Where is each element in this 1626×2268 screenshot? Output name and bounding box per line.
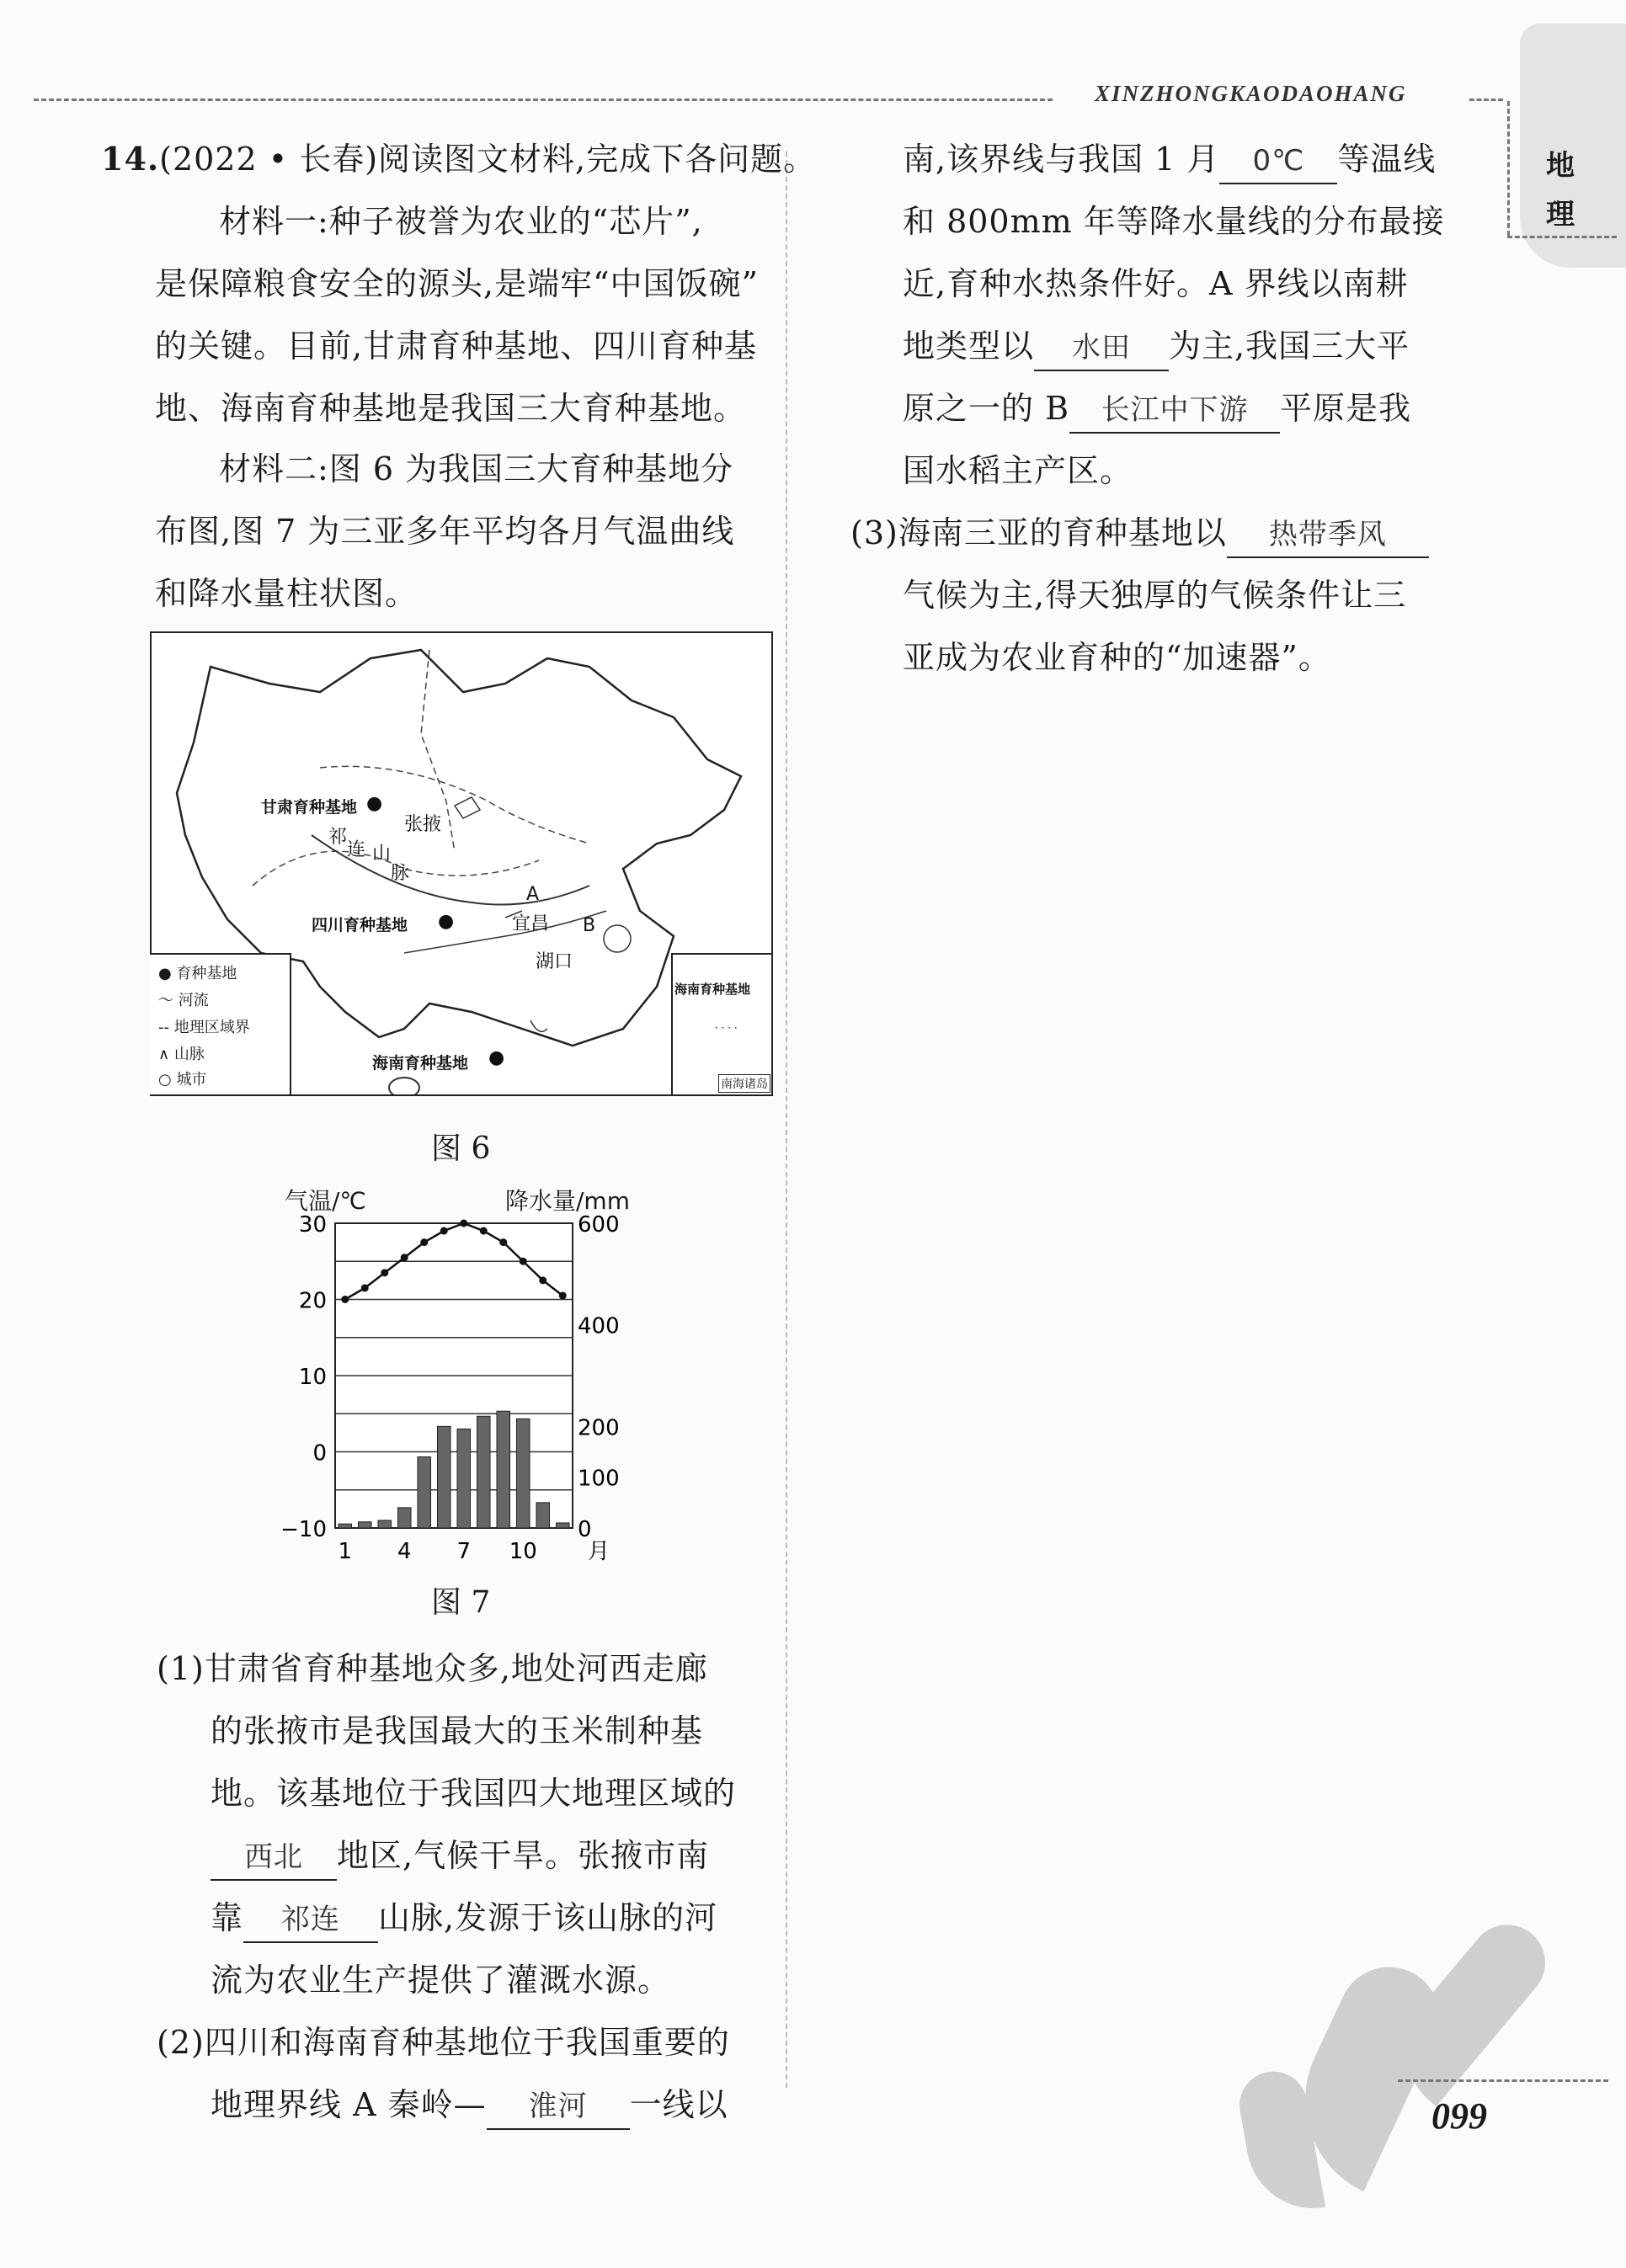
part1-line-4: 西北 地区,气候干旱。张掖市南 bbox=[211, 1824, 709, 1887]
material2-line-2: 布图,图 7 为三亚多年平均各月气温曲线 bbox=[155, 513, 735, 550]
answer-zero-c[interactable]: 0℃ bbox=[1219, 139, 1337, 184]
part2-line-1: (2)四川和海南育种基地位于我国重要的 bbox=[157, 2024, 730, 2061]
temperature-point-2 bbox=[361, 1284, 369, 1291]
part1-line-5: 靠 祁连 山脉,发源于该山脉的河 bbox=[211, 1887, 717, 1949]
islands-dots: · · · · bbox=[715, 1022, 738, 1034]
legend-base: ● 育种基地 bbox=[158, 965, 237, 982]
zhangye-label: 张掖 bbox=[404, 814, 442, 835]
map-caption: 图 6 bbox=[431, 1131, 491, 1166]
right-tick-label: 100 bbox=[578, 1466, 620, 1492]
nanhai-label: 南海诸岛 bbox=[718, 1074, 770, 1093]
subject-char-1: 地 bbox=[1546, 149, 1575, 183]
part3-line-1: (3)海南三亚的育种基地以 热带季风 bbox=[850, 502, 1429, 564]
part3-line-3: 亚成为农业育种的“加速器”。 bbox=[903, 639, 1331, 676]
right-tick-label: 200 bbox=[578, 1415, 620, 1441]
right-tick-label: 600 bbox=[578, 1212, 620, 1238]
legend-mountain: ∧ 山脉 bbox=[158, 1046, 205, 1063]
gansu-base-label: 甘肃育种基地 bbox=[261, 798, 358, 817]
x-unit-label: 月 bbox=[588, 1539, 610, 1564]
precip-bar-12 bbox=[557, 1523, 570, 1528]
answer-qilian[interactable]: 祁连 bbox=[243, 1898, 378, 1943]
left-tick-label: 10 bbox=[298, 1365, 327, 1390]
temperature-point-7 bbox=[460, 1220, 467, 1227]
question-source: (2022 • 长春)阅读图文材料,完成下各问题。 bbox=[159, 141, 817, 178]
right-axis-label: 降水量/mm bbox=[505, 1187, 630, 1215]
precip-bar-9 bbox=[497, 1411, 510, 1528]
material1-line-4: 地、海南育种基地是我国三大育种基地。 bbox=[155, 390, 747, 427]
left-tick-label: 20 bbox=[298, 1288, 327, 1314]
answer-huaihe[interactable]: 淮河 bbox=[487, 2084, 630, 2130]
temperature-point-1 bbox=[341, 1296, 349, 1303]
material1-line-1: 材料一:种子被誉为农业的“芯片”, bbox=[219, 203, 703, 240]
temperature-point-10 bbox=[520, 1258, 527, 1265]
right-tick-label: 0 bbox=[578, 1517, 592, 1542]
part2-right-line-4: 地类型以 水田 为主,我国三大平 bbox=[903, 315, 1410, 377]
climate-chart bbox=[278, 1183, 648, 1570]
x-tick-label: 10 bbox=[509, 1539, 537, 1564]
legend-boundary: -- 地理区域界 bbox=[158, 1019, 250, 1036]
chart-caption: 图 7 bbox=[431, 1585, 491, 1620]
part2-right-line-1: 南,该界线与我国 1 月 0℃ 等温线 bbox=[903, 128, 1436, 190]
precip-bar-4 bbox=[398, 1508, 412, 1528]
precip-bar-8 bbox=[477, 1416, 491, 1528]
legend-city: ○ 城市 bbox=[158, 1071, 207, 1089]
part1-line-1: (1)甘肃省育种基地众多,地处河西走廊 bbox=[157, 1650, 708, 1687]
answer-paddy[interactable]: 水田 bbox=[1034, 326, 1169, 371]
line-a-label: A bbox=[526, 884, 540, 905]
part2-right-line-3: 近,育种水热条件好。A 界线以南耕 bbox=[903, 265, 1409, 302]
left-tick-label: 0 bbox=[312, 1440, 327, 1467]
left-tick-label: −10 bbox=[280, 1517, 327, 1542]
hainan-inset-label: 海南育种基地 bbox=[674, 982, 751, 997]
part2-right-line-2: 和 800mm 年等降水量线的分布最接 bbox=[903, 203, 1445, 240]
left-tick-label: 30 bbox=[298, 1212, 327, 1238]
qilian-label-3: 山 bbox=[372, 844, 392, 865]
hukou-label: 湖口 bbox=[536, 951, 573, 972]
legend-river: 〜 河流 bbox=[158, 992, 209, 1009]
answer-northwest[interactable]: 西北 bbox=[211, 1835, 337, 1881]
qilian-label-2: 连 bbox=[347, 839, 366, 860]
precip-bar-1 bbox=[339, 1524, 352, 1528]
subject-tab-label bbox=[1543, 141, 1577, 239]
tab-dash-vertical bbox=[1507, 101, 1510, 236]
subject-char-2: 理 bbox=[1546, 198, 1575, 232]
gansu-base-icon: ● bbox=[366, 793, 383, 814]
part3-line-2: 气候为主,得天独厚的气候条件让三 bbox=[903, 577, 1407, 614]
chart-svg bbox=[278, 1183, 648, 1570]
yichang-label: 宜昌 bbox=[512, 913, 550, 934]
temperature-point-6 bbox=[440, 1227, 448, 1235]
material1-line-3: 的关键。目前,甘肃育种基地、四川育种基 bbox=[155, 327, 758, 365]
temperature-point-11 bbox=[539, 1276, 546, 1284]
left-axis-label: 气温/℃ bbox=[285, 1187, 366, 1215]
temperature-point-5 bbox=[420, 1238, 428, 1246]
answer-yangtze[interactable]: 长江中下游 bbox=[1069, 388, 1280, 434]
part2-right-line-5: 原之一的 B 长江中下游 平原是我 bbox=[903, 377, 1411, 439]
material2-line-3: 和降水量柱状图。 bbox=[155, 575, 418, 612]
qilian-label-1: 祁 bbox=[328, 827, 348, 848]
precip-bar-5 bbox=[418, 1457, 431, 1528]
part1-line-2: 的张掖市是我国最大的玉米制种基 bbox=[211, 1712, 704, 1749]
header-dashed-line bbox=[34, 98, 1053, 101]
temperature-point-3 bbox=[381, 1269, 388, 1276]
footer-dashed-line bbox=[1398, 2079, 1608, 2082]
part1-line-3: 地。该基地位于我国四大地理区域的 bbox=[211, 1775, 737, 1812]
part1-line-6: 流为农业生产提供了灌溉水源。 bbox=[211, 1962, 671, 1999]
part2-line-2: 地理界线 A 秦岭— 淮河 一线以 bbox=[211, 2074, 728, 2136]
precip-bar-6 bbox=[438, 1426, 451, 1528]
x-tick-label: 4 bbox=[397, 1539, 412, 1564]
question-heading bbox=[101, 128, 816, 190]
page-number: 099 bbox=[1431, 2095, 1487, 2137]
right-tick-label: 400 bbox=[578, 1313, 620, 1339]
header-pinyin: XINZHONGKAODAOHANG bbox=[1095, 81, 1407, 106]
precip-bar-11 bbox=[536, 1503, 550, 1528]
temperature-point-4 bbox=[401, 1254, 408, 1261]
precip-bar-3 bbox=[378, 1520, 392, 1528]
header-dashed-line-right bbox=[1469, 98, 1503, 101]
temperature-point-9 bbox=[499, 1238, 507, 1246]
sichuan-base-icon: ● bbox=[438, 911, 455, 932]
material1-line-2: 是保障粮食安全的源头,是端牢“中国饭碗” bbox=[155, 265, 759, 302]
plain-b-label: B bbox=[583, 915, 596, 936]
x-tick-label: 1 bbox=[338, 1539, 353, 1564]
hainan-base-label: 海南育种基地 bbox=[372, 1054, 469, 1073]
question-number: 14. bbox=[101, 140, 160, 178]
precip-bar-10 bbox=[517, 1419, 530, 1528]
precip-bar-7 bbox=[457, 1429, 471, 1528]
column-divider bbox=[786, 152, 787, 2088]
x-tick-label: 7 bbox=[456, 1539, 472, 1564]
sichuan-base-label: 四川育种基地 bbox=[312, 916, 408, 934]
map-legend bbox=[150, 953, 291, 1094]
hainan-base-icon: ● bbox=[488, 1047, 505, 1068]
answer-tropical-monsoon[interactable]: 热带季风 bbox=[1227, 513, 1429, 558]
part2-right-line-6: 国水稻主产区。 bbox=[903, 452, 1133, 489]
temperature-point-8 bbox=[480, 1227, 488, 1235]
material2-line-1: 材料二:图 6 为我国三大育种基地分 bbox=[219, 450, 734, 487]
temperature-point-12 bbox=[559, 1291, 567, 1299]
south-sea-inset bbox=[671, 953, 771, 1094]
precip-bar-2 bbox=[359, 1522, 372, 1528]
qilian-label-4: 脉 bbox=[391, 863, 410, 884]
